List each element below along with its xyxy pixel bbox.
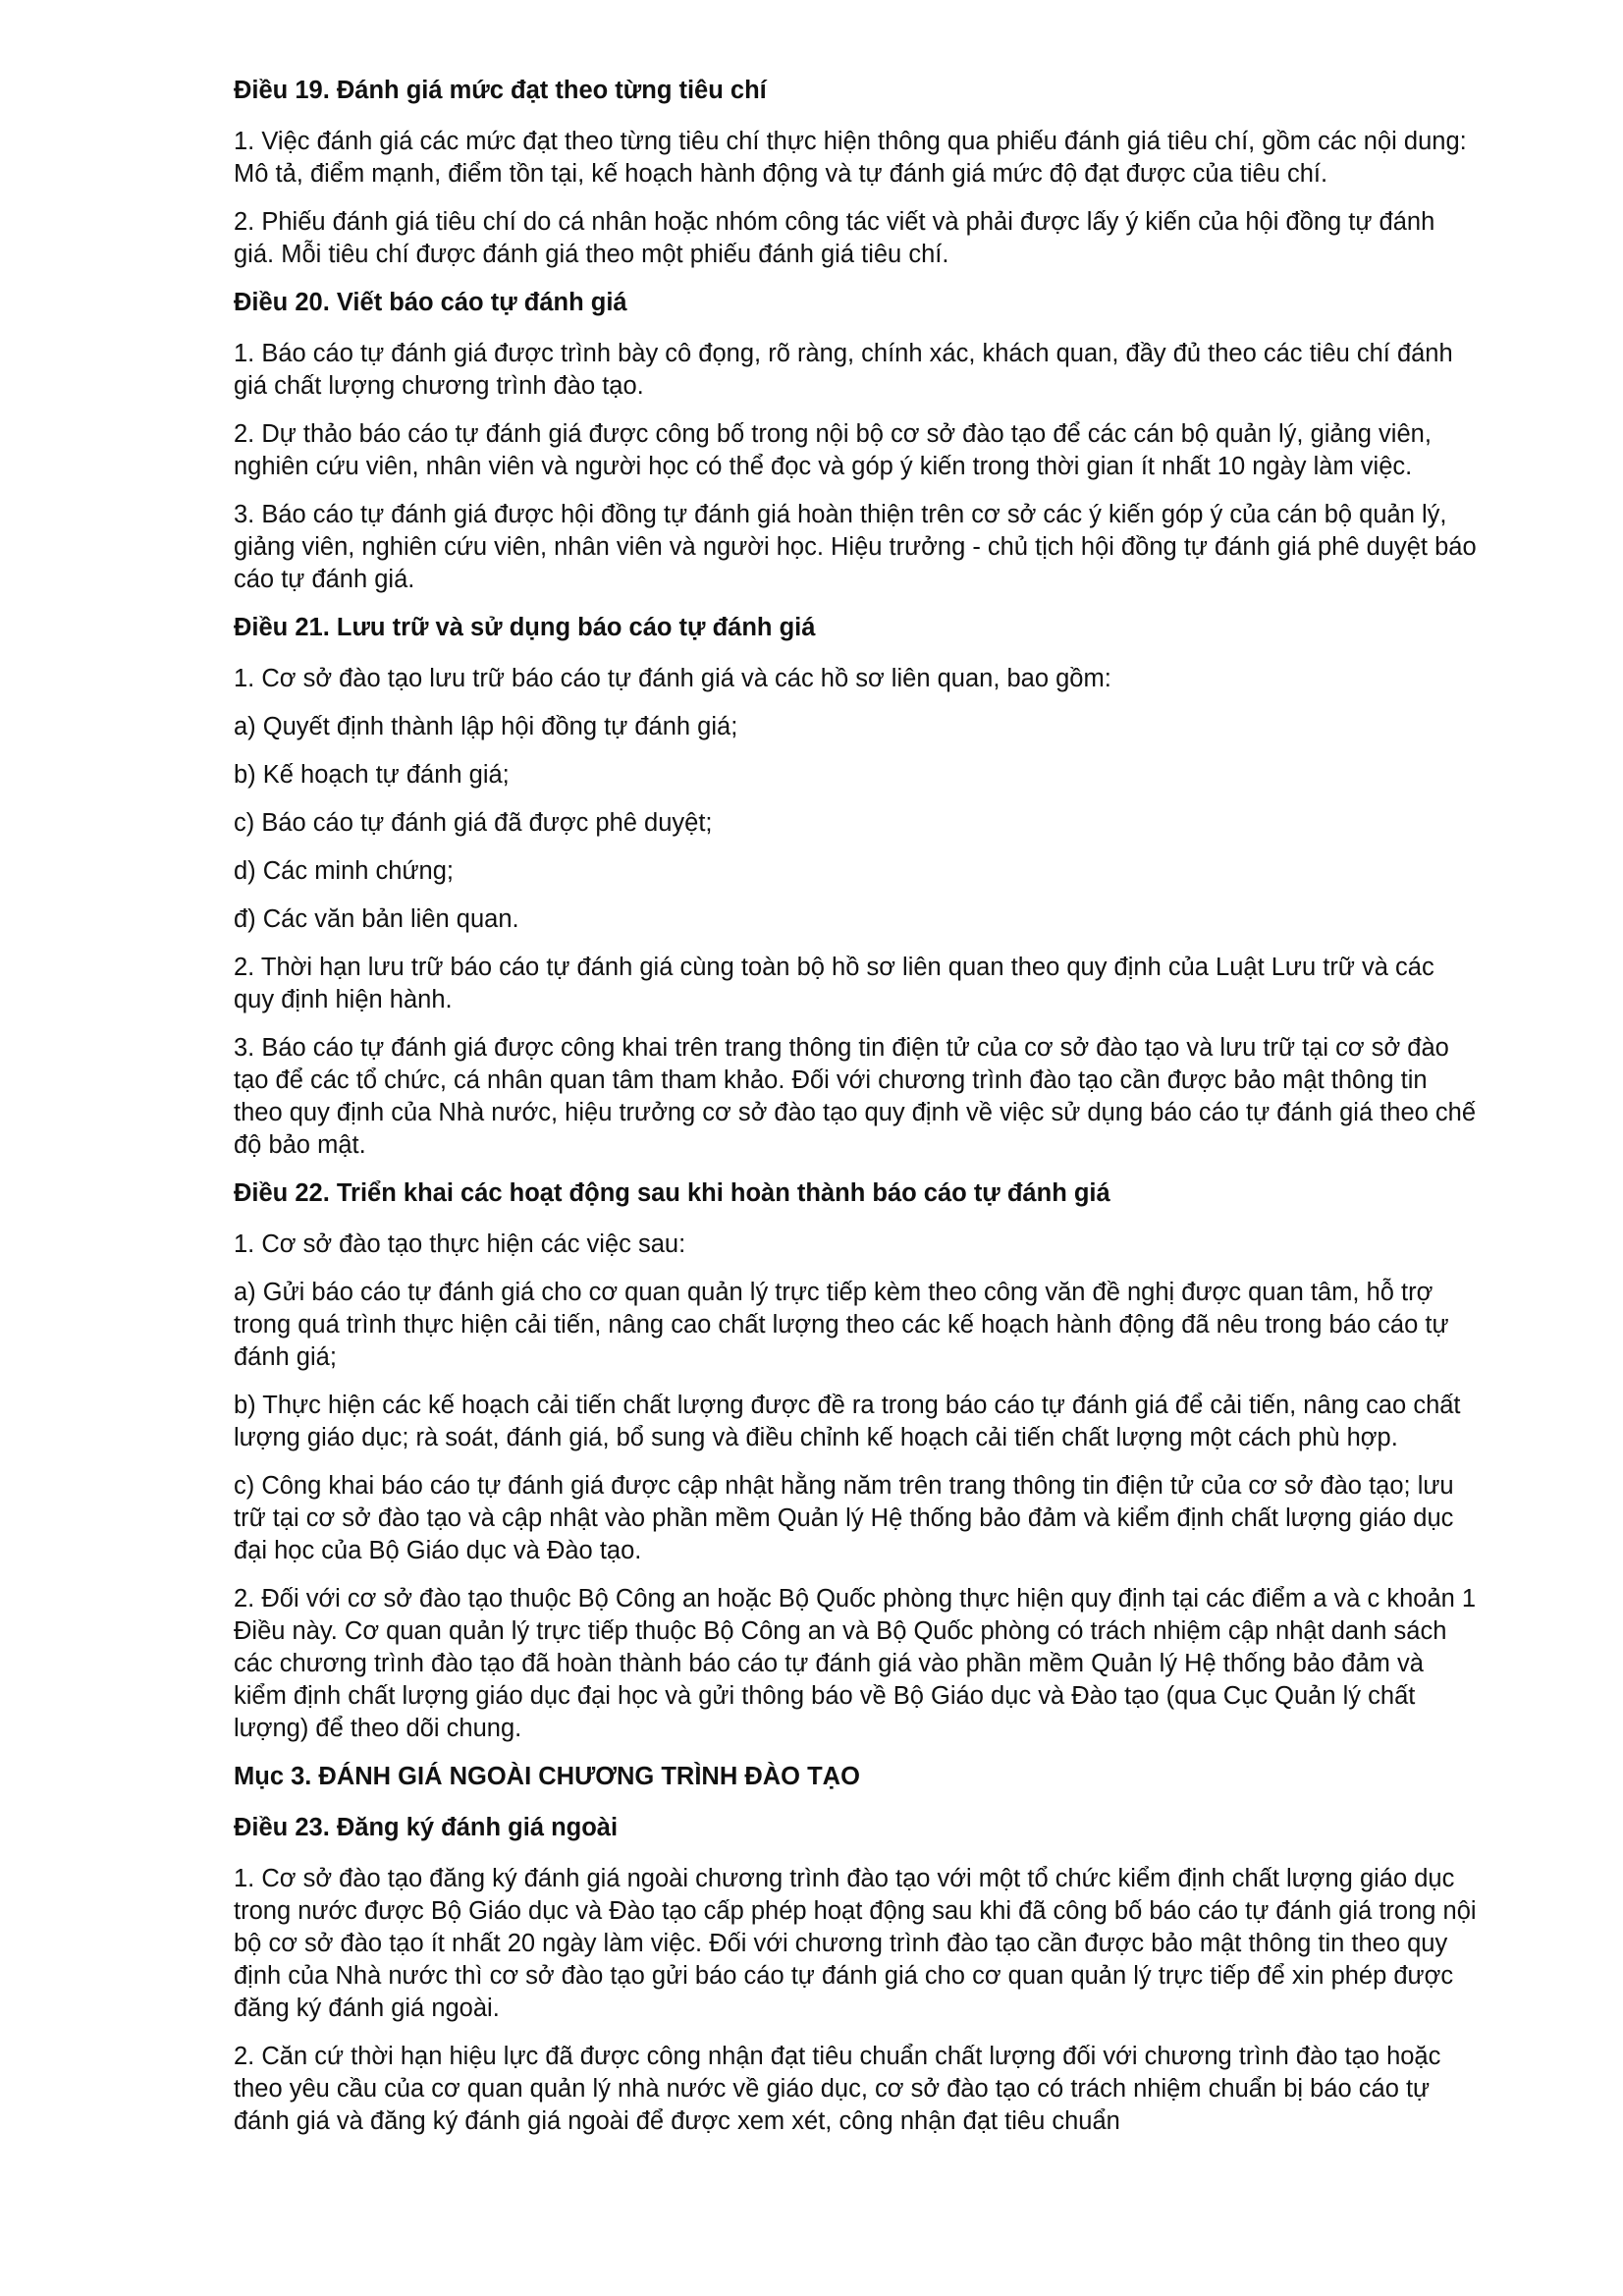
article-23-clause-1: 1. Cơ sở đào tạo đăng ký đánh giá ngoài chương trình đào tạo với một tổ chức kiểm định chất lượng giáo dục trong nước được Bộ Giáo dục và Đào tạo cấp phép hoạt động sau khi đã công bố báo cáo tự đánh giá trong nội bộ cơ sở đào tạo ít nhất 20 ngày làm việc. Đối với chương trình đào tạo cần được bảo mật thông tin theo quy định của Nhà nước thì cơ sở đào tạo gửi báo cáo tự đánh giá cho cơ quan quản lý trực tiếp để xin phép được đăng ký đánh giá ngoài. (234, 1865, 1477, 2022)
article-21-clause-1: 1. Cơ sở đào tạo lưu trữ báo cáo tự đánh giá và các hồ sơ liên quan, bao gồm: (234, 665, 1111, 692)
article-23-heading: Điều 23. Đăng ký đánh giá ngoài (234, 1814, 619, 1841)
article-21-item-a: a) Quyết định thành lập hội đồng tự đánh giá; (234, 713, 738, 740)
article-21-heading: Điều 21. Lưu trữ và sử dụng báo cáo tự đánh giá (234, 614, 816, 641)
article-22-item-c: c) Công khai báo cáo tự đánh giá được cập nhật hằng năm trên trang thông tin điện tử của cơ sở đào tạo; lưu trữ tại cơ sở đào tạo và cập nhật vào phần mềm Quản lý Hệ thống bảo đảm và kiểm định chất lượng giáo dục đại học của Bộ Giáo dục và Đào tạo. (234, 1472, 1454, 1564)
section-3-heading: Mục 3. ĐÁNH GIÁ NGOÀI CHƯƠNG TRÌNH ĐÀO TẠO (234, 1763, 860, 1790)
article-22-clause-1: 1. Cơ sở đào tạo thực hiện các việc sau: (234, 1230, 686, 1258)
article-19-heading: Điều 19. Đánh giá mức đạt theo từng tiêu chí (234, 77, 767, 104)
article-21-clause-3: 3. Báo cáo tự đánh giá được công khai trên trang thông tin điện tử của cơ sở đào tạo và lưu trữ tại cơ sở đào tạo để các tổ chức, cá nhân quan tâm tham khảo. Đối với chương trình đào tạo cần được bảo mật thông tin theo quy định của Nhà nước, hiệu trưởng cơ sở đào tạo quy định về việc sử dụng báo cáo tự đánh giá theo chế độ bảo mật. (234, 1034, 1477, 1159)
article-20-clause-1: 1. Báo cáo tự đánh giá được trình bày cô đọng, rõ ràng, chính xác, khách quan, đầy đủ theo các tiêu chí đánh giá chất lượng chương trình đào tạo. (234, 340, 1453, 400)
article-19-clause-1: 1. Việc đánh giá các mức đạt theo từng tiêu chí thực hiện thông qua phiếu đánh giá tiêu chí, gồm các nội dung: Mô tả, điểm mạnh, điểm tồn tại, kế hoạch hành động và tự đánh giá mức độ đạt được của tiêu chí. (234, 128, 1467, 188)
article-20-clause-2: 2. Dự thảo báo cáo tự đánh giá được công bố trong nội bộ cơ sở đào tạo để các cán bộ quản lý, giảng viên, nghiên cứu viên, nhân viên và người học có thể đọc và góp ý kiến trong thời gian ít nhất 10 ngày làm việc. (234, 420, 1432, 480)
article-21-item-b: b) Kế hoạch tự đánh giá; (234, 761, 510, 789)
article-22-item-b: b) Thực hiện các kế hoạch cải tiến chất lượng được đề ra trong báo cáo tự đánh giá để cải tiến, nâng cao chất lượng giáo dục; rà soát, đánh giá, bổ sung và điều chỉnh kế hoạch cải tiến chất lượng một cách phù hợp. (234, 1392, 1461, 1451)
article-21-item-dd: đ) Các văn bản liên quan. (234, 905, 519, 933)
article-19-clause-2: 2. Phiếu đánh giá tiêu chí do cá nhân hoặc nhóm công tác viết và phải được lấy ý kiến của hội đồng tự đánh giá. Mỗi tiêu chí được đánh giá theo một phiếu đánh giá tiêu chí. (234, 208, 1435, 268)
article-21-item-d: d) Các minh chứng; (234, 857, 454, 885)
article-21-clause-2: 2. Thời hạn lưu trữ báo cáo tự đánh giá cùng toàn bộ hồ sơ liên quan theo quy định của Luật Lưu trữ và các quy định hiện hành. (234, 954, 1434, 1013)
article-22-clause-2: 2. Đối với cơ sở đào tạo thuộc Bộ Công an hoặc Bộ Quốc phòng thực hiện quy định tại các điểm a và c khoản 1 Điều này. Cơ quan quản lý trực tiếp thuộc Bộ Công an và Bộ Quốc phòng có trách nhiệm cập nhật danh sách các chương trình đào tạo đã hoàn thành báo cáo tự đánh giá vào phần mềm Quản lý Hệ thống bảo đảm và kiểm định chất lượng giáo dục đại học và gửi thông báo về Bộ Giáo dục và Đào tạo (qua Cục Quản lý chất lượng) để theo dõi chung. (234, 1585, 1477, 1742)
article-22-item-a: a) Gửi báo cáo tự đánh giá cho cơ quan quản lý trực tiếp kèm theo công văn đề nghị được quan tâm, hỗ trợ trong quá trình thực hiện cải tiến, nâng cao chất lượng theo các kế hoạch hành động đã nêu trong báo cáo tự đánh giá; (234, 1279, 1449, 1371)
article-20-clause-3: 3. Báo cáo tự đánh giá được hội đồng tự đánh giá hoàn thiện trên cơ sở các ý kiến góp ý của cán bộ quản lý, giảng viên, nghiên cứu viên, nhân viên và người học. Hiệu trưởng - chủ tịch hội đồng tự đánh giá phê duyệt báo cáo tự đánh giá. (234, 501, 1477, 593)
document-page (234, 75, 1481, 2154)
article-20-heading: Điều 20. Viết báo cáo tự đánh giá (234, 289, 627, 316)
article-22-heading: Điều 22. Triển khai các hoạt động sau khi hoàn thành báo cáo tự đánh giá (234, 1179, 1110, 1207)
article-23-clause-2: 2. Căn cứ thời hạn hiệu lực đã được công nhận đạt tiêu chuẩn chất lượng đối với chương trình đào tạo hoặc theo yêu cầu của cơ quan quản lý nhà nước về giáo dục, cơ sở đào tạo có trách nhiệm chuẩn bị báo cáo tự đánh giá và đăng ký đánh giá ngoài để được xem xét, công nhận đạt tiêu chuẩn (234, 2043, 1441, 2135)
article-21-item-c: c) Báo cáo tự đánh giá đã được phê duyệt; (234, 809, 713, 837)
